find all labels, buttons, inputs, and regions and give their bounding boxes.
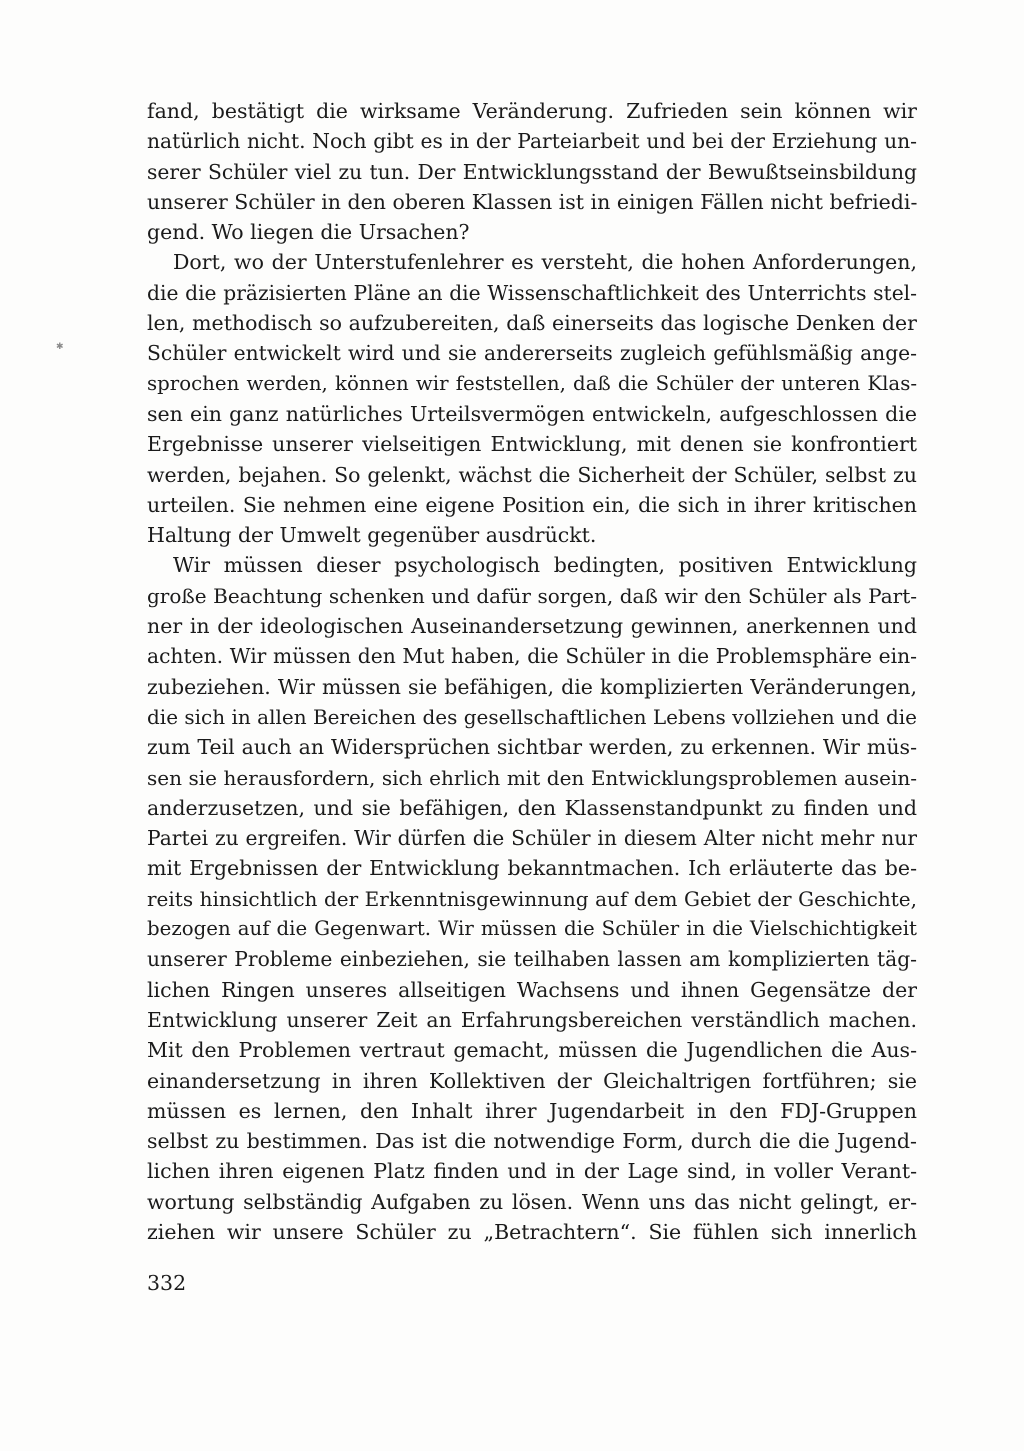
text-line: die die präzisierten Pläne an die Wissenschaftlichkeit des Unterrichts stel- xyxy=(147,280,917,305)
text-line: Wir müssen dieser psychologisch bedingten, positiven Entwicklung xyxy=(173,553,917,578)
text-line: zubeziehen. Wir müssen sie befähigen, die komplizierten Veränderungen, xyxy=(147,674,917,699)
text-line: müssen es lernen, den Inhalt ihrer Jugendarbeit in den FDJ-Gruppen xyxy=(147,1098,917,1123)
text-line: ner in der ideologischen Auseinandersetzung gewinnen, anerkennen und xyxy=(147,614,917,639)
text-line: ziehen wir unsere Schüler zu „Betrachtern“. Sie fühlen sich innerlich xyxy=(147,1219,917,1244)
text-line: zum Teil auch an Widersprüchen sichtbar werden, zu erkennen. Wir müs- xyxy=(147,735,917,760)
text-line: Partei zu ergreifen. Wir dürfen die Schüler in diesem Alter nicht mehr nur xyxy=(147,826,917,851)
text-line: sen sie herausfordern, sich ehrlich mit den Entwicklungsproblemen ausein- xyxy=(147,765,917,790)
text-line: Schüler entwickelt wird und sie andererseits zugleich gefühlsmäßig ange- xyxy=(147,341,917,366)
text-line: große Beachtung schenken und dafür sorgen, daß wir den Schüler als Part- xyxy=(147,583,917,608)
text-line: unserer Schüler in den oberen Klassen ist in einigen Fällen nicht befriedi- xyxy=(147,189,917,214)
text-line: reits hinsichtlich der Erkenntnisgewinnung auf dem Gebiet der Geschichte, xyxy=(147,886,917,911)
text-line: fand, bestätigt die wirksame Veränderung. Zufrieden sein können wir xyxy=(147,99,917,123)
text-line: Entwicklung unserer Zeit an Erfahrungsbereichen verständlich machen. xyxy=(147,1007,917,1032)
text-line: selbst zu bestimmen. Das ist die notwendige Form, durch die die Jugend- xyxy=(147,1129,917,1154)
text-line: natürlich nicht. Noch gibt es in der Parteiarbeit und bei der Erziehung un- xyxy=(147,129,917,154)
text-line: lichen Ringen unseres allseitigen Wachsens und ihnen Gegensätze der xyxy=(147,977,917,1002)
text-line: gend. Wo liegen die Ursachen? xyxy=(147,220,470,245)
text-line: Ergebnisse unserer vielseitigen Entwicklung, mit denen sie konfrontiert xyxy=(147,432,917,457)
text-line: sen ein ganz natürliches Urteilsvermögen entwickeln, aufgeschlossen die xyxy=(147,401,917,426)
text-line: lichen ihren eigenen Platz finden und in der Lage sind, in voller Verant- xyxy=(147,1159,917,1184)
text-line: mit Ergebnissen der Entwicklung bekanntmachen. Ich erläuterte das be- xyxy=(147,856,917,881)
page-number: 332 xyxy=(147,1271,187,1295)
text-line: serer Schüler viel zu tun. Der Entwicklungsstand der Bewußtseinsbildung xyxy=(147,159,917,184)
text-line: anderzusetzen, und sie befähigen, den Klassenstandpunkt zu finden und xyxy=(147,795,917,820)
margin-speck-icon: ✱ xyxy=(56,342,64,352)
text-line: urteilen. Sie nehmen eine eigene Position ein, die sich in ihrer kritischen xyxy=(147,492,917,517)
text-line: wortung selbständig Aufgaben zu lösen. Wenn uns das nicht gelingt, er- xyxy=(147,1189,917,1214)
text-line: Haltung der Umwelt gegenüber ausdrückt. xyxy=(147,523,597,548)
text-line: die sich in allen Bereichen des gesellschaftlichen Lebens vollziehen und die xyxy=(147,704,917,729)
text-line: sprochen werden, können wir feststellen, daß die Schüler der unteren Klas- xyxy=(147,371,917,395)
text-line: werden, bejahen. So gelenkt, wächst die Sicherheit der Schüler, selbst zu xyxy=(147,462,917,487)
text-line: Dort, wo der Unterstufenlehrer es versteht, die hohen Anforderungen, xyxy=(173,250,917,275)
text-line: einandersetzung in ihren Kollektiven der Gleichaltrigen fortführen; sie xyxy=(147,1068,917,1093)
body-text xyxy=(147,96,917,1247)
text-line: achten. Wir müssen den Mut haben, die Schüler in die Problemsphäre ein- xyxy=(147,644,917,669)
text-line: len, methodisch so aufzubereiten, daß einerseits das logische Denken der xyxy=(147,311,917,336)
text-line: Mit den Problemen vertraut gemacht, müssen die Jugendlichen die Aus- xyxy=(147,1038,917,1063)
text-line: bezogen auf die Gegenwart. Wir müssen die Schüler in die Vielschichtigkeit xyxy=(147,917,917,941)
text-line: unserer Probleme einbeziehen, sie teilhaben lassen am komplizierten täg- xyxy=(147,947,917,972)
